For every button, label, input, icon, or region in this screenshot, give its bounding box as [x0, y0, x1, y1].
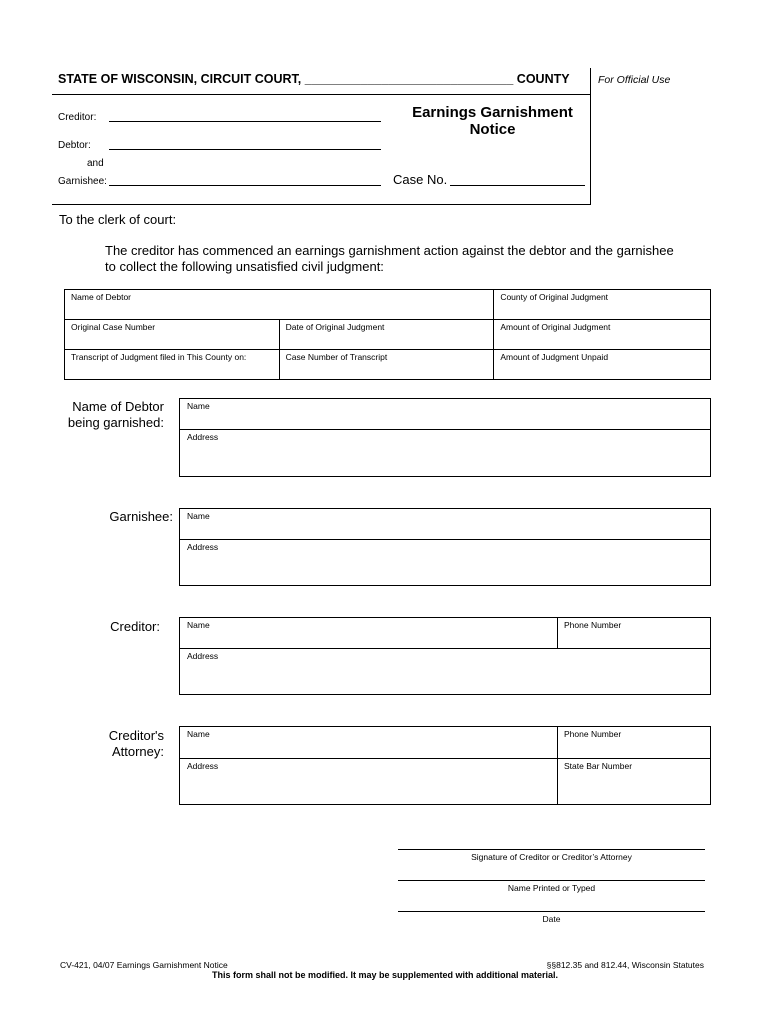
attorney-phone-field[interactable]: Phone Number: [564, 729, 622, 739]
debtor-field[interactable]: [109, 149, 381, 150]
creditor-phone-field[interactable]: Phone Number: [564, 620, 622, 630]
attorney-box: [179, 726, 711, 805]
official-use-label: For Official Use: [598, 74, 671, 86]
attorney-bar-field[interactable]: State Bar Number: [564, 761, 633, 771]
debtor-section-line2: being garnished:: [67, 415, 164, 430]
intro-line1: The creditor has commenced an earnings garnishment action against the debtor and the garnishee: [105, 243, 674, 258]
creditor-field[interactable]: [109, 121, 381, 122]
debtor-name-field[interactable]: Name: [187, 401, 210, 411]
signature-label: Signature of Creditor or Creditor’s Attorney: [471, 852, 632, 862]
attorney-section-line1: Creditor's: [108, 728, 164, 743]
debtor-section-label: [40, 399, 164, 431]
table-cell[interactable]: Transcript of Judgment filed in This County on:: [65, 350, 280, 380]
court-prefix: STATE OF WISCONSIN, CIRCUIT COURT,: [58, 72, 305, 86]
table-cell[interactable]: Date of Original Judgment: [279, 320, 494, 350]
garnishee-field[interactable]: [109, 185, 381, 186]
garnishee-name-field[interactable]: Name: [187, 511, 210, 521]
divider: [180, 429, 710, 430]
divider: [180, 758, 710, 759]
attorney-address-field[interactable]: Address: [187, 761, 219, 771]
garnishee-box: [179, 508, 711, 586]
form-id: CV-421, 04/07 Earnings Garnishment Notice: [60, 960, 228, 970]
creditor-label: Creditor:: [58, 112, 97, 123]
date-line[interactable]: [398, 911, 705, 912]
footer-notice: This form shall not be modified. It may be supplemented with additional material.: [211, 970, 559, 980]
table-cell[interactable]: Original Case Number: [65, 320, 280, 350]
attorney-section-line2: Attorney:: [111, 744, 164, 759]
printed-name-line[interactable]: [398, 880, 705, 881]
attorney-name-field[interactable]: Name: [187, 729, 210, 739]
creditor-section-label: Creditor:: [110, 619, 160, 634]
printed-name-label: Name Printed or Typed: [507, 883, 596, 893]
signature-line[interactable]: [398, 849, 705, 850]
court-heading: [58, 72, 570, 86]
case-no-field[interactable]: [450, 185, 585, 186]
table-cell[interactable]: Amount of Judgment Unpaid: [494, 350, 711, 380]
attorney-section-label: [60, 728, 164, 760]
date-label: Date: [542, 914, 561, 924]
and-label: and: [87, 158, 104, 169]
intro-line2: to collect the following unsatisfied civil judgment:: [105, 259, 384, 274]
intro-paragraph: [105, 243, 674, 275]
garnishee-section-label: Garnishee:: [109, 509, 173, 524]
creditor-address-field[interactable]: Address: [187, 651, 219, 661]
salutation: To the clerk of court:: [59, 212, 177, 227]
title-line1: Earnings Garnishment: [412, 104, 573, 121]
table-cell[interactable]: Name of Debtor: [65, 290, 494, 320]
divider: [180, 648, 710, 649]
form-title: [400, 104, 585, 138]
table-row: [65, 320, 711, 350]
case-no-label: Case No.: [393, 172, 448, 187]
debtor-box: [179, 398, 711, 477]
table-cell[interactable]: County of Original Judgment: [494, 290, 711, 320]
debtor-address-field[interactable]: Address: [187, 432, 219, 442]
creditor-name-field[interactable]: Name: [187, 620, 210, 630]
statutes: §§812.35 and 812.44, Wisconsin Statutes: [546, 960, 704, 970]
header-divider: [52, 94, 590, 95]
divider: [557, 618, 558, 648]
table-row: [65, 290, 711, 320]
garnishee-address-field[interactable]: Address: [187, 542, 219, 552]
table-row: [65, 350, 711, 380]
debtor-label: Debtor:: [58, 140, 91, 151]
table-cell[interactable]: Amount of Original Judgment: [494, 320, 711, 350]
divider: [557, 727, 558, 804]
garnishee-label: Garnishee:: [58, 176, 107, 187]
county-blank[interactable]: ______________________________: [304, 72, 514, 86]
county-label: COUNTY: [513, 72, 570, 86]
title-line2: Notice: [469, 121, 516, 138]
judgment-table: [64, 289, 711, 380]
debtor-section-line1: Name of Debtor: [72, 399, 164, 414]
divider: [180, 539, 710, 540]
table-cell[interactable]: Case Number of Transcript: [279, 350, 494, 380]
creditor-box: [179, 617, 711, 695]
